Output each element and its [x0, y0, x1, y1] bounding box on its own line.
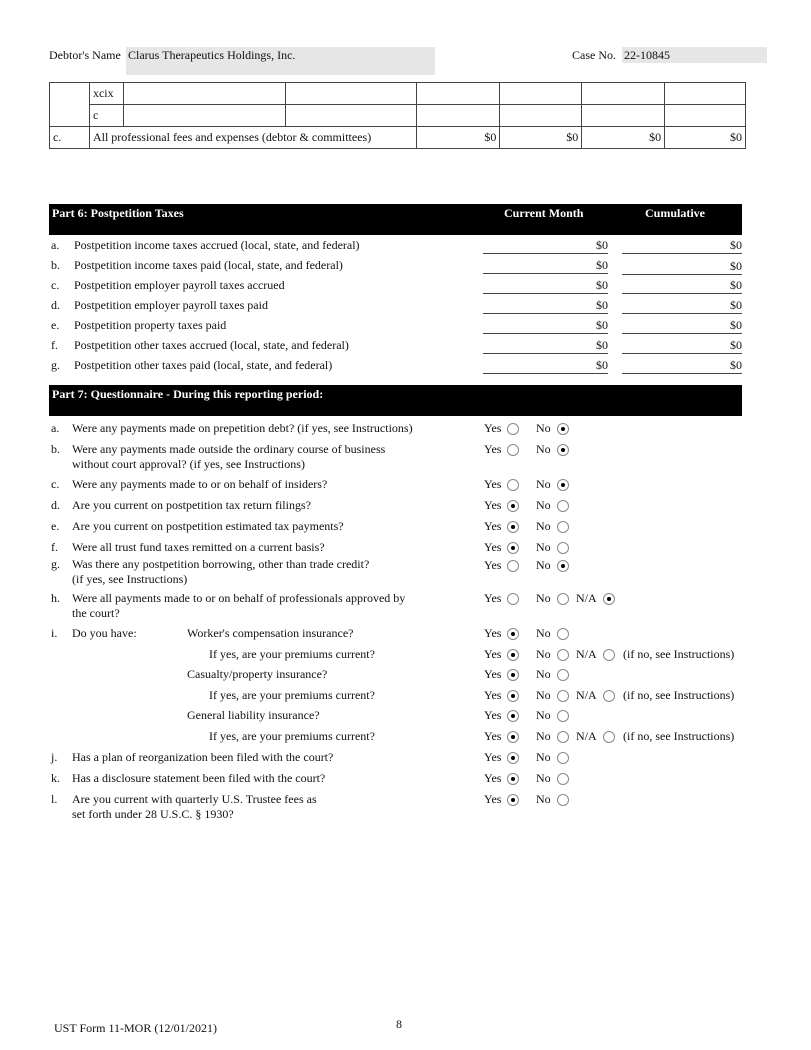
no-radio[interactable] — [557, 794, 569, 806]
premiums-current-label: If yes, are your premiums current? — [209, 647, 375, 661]
no-label: No — [536, 421, 551, 435]
no-option[interactable] — [536, 591, 569, 606]
row-letter: e. — [51, 318, 60, 332]
part7-title: Part 7: Questionnaire - During this reporting period: — [52, 387, 324, 401]
current-month-amount[interactable]: $0 — [483, 358, 608, 374]
yes-option[interactable] — [484, 688, 519, 703]
current-month-amount[interactable]: $0 — [483, 238, 608, 254]
cumulative-amount[interactable]: $0 — [622, 298, 742, 314]
table-cell — [50, 105, 90, 127]
table-cell[interactable] — [123, 105, 285, 127]
no-option[interactable] — [536, 442, 569, 457]
row-letter: c. — [50, 127, 90, 149]
table-row — [50, 127, 746, 149]
no-radio[interactable] — [557, 500, 569, 512]
question-letter: l. — [51, 792, 58, 806]
no-label: No — [536, 591, 551, 605]
no-radio[interactable] — [557, 560, 569, 572]
question-letter: j. — [51, 750, 58, 764]
row-letter: f. — [51, 338, 58, 352]
yes-label: Yes — [484, 540, 502, 554]
no-option[interactable] — [536, 540, 569, 555]
no-label: No — [536, 792, 551, 806]
yes-radio[interactable] — [507, 731, 519, 743]
cumulative-amount[interactable]: $0 — [622, 278, 742, 294]
no-label: No — [536, 667, 551, 681]
premiums-current-label: If yes, are your premiums current? — [209, 729, 375, 743]
fee-row-label: c — [89, 105, 123, 127]
professional-fees-table — [49, 82, 746, 149]
table-cell[interactable] — [500, 83, 582, 105]
table-cell[interactable] — [500, 105, 582, 127]
na-radio[interactable] — [603, 690, 615, 702]
yes-label: Yes — [484, 591, 502, 605]
question-letter: c. — [51, 477, 60, 491]
no-label: No — [536, 750, 551, 764]
question-text: Were any payments made to or on behalf of insiders? — [72, 477, 328, 491]
na-radio[interactable] — [603, 731, 615, 743]
no-option[interactable] — [536, 667, 569, 682]
tax-row-label: Postpetition employer payroll taxes paid — [74, 298, 268, 312]
do-you-have-label: Do you have: — [72, 626, 137, 640]
row-letter: g. — [51, 358, 60, 372]
fee-total-cell[interactable]: $0 — [665, 127, 746, 149]
yes-radio[interactable] — [507, 669, 519, 681]
question-letter: a. — [51, 421, 60, 435]
table-cell[interactable] — [417, 83, 500, 105]
no-radio[interactable] — [557, 731, 569, 743]
yes-radio[interactable] — [507, 710, 519, 722]
yes-option[interactable] — [484, 792, 519, 807]
question-letter: h. — [51, 591, 60, 605]
yes-option[interactable] — [484, 667, 519, 682]
question-letter: b. — [51, 442, 60, 456]
na-label: N/A — [576, 647, 597, 661]
question-text: Has a plan of reorganization been filed with the court? — [72, 750, 334, 764]
row-letter: d. — [51, 298, 60, 312]
tax-row-label: Postpetition employer payroll taxes accrued — [74, 278, 285, 292]
yes-label: Yes — [484, 626, 502, 640]
insurance-type-label: Worker's compensation insurance? — [187, 626, 354, 640]
no-radio[interactable] — [557, 628, 569, 640]
no-label: No — [536, 477, 551, 491]
yes-radio[interactable] — [507, 690, 519, 702]
fee-total-cell[interactable]: $0 — [582, 127, 665, 149]
tax-row-label: Postpetition income taxes paid (local, state, and federal) — [74, 258, 343, 272]
yes-label: Yes — [484, 771, 502, 785]
yes-radio[interactable] — [507, 444, 519, 456]
table-cell[interactable] — [123, 83, 285, 105]
if-no-note: (if no, see Instructions) — [623, 647, 735, 661]
no-option[interactable] — [536, 558, 569, 573]
fee-total-cell[interactable]: $0 — [417, 127, 500, 149]
row-letter: c. — [51, 278, 60, 292]
yes-label: Yes — [484, 519, 502, 533]
current-month-amount[interactable]: $0 — [483, 338, 608, 354]
no-label: No — [536, 626, 551, 640]
tax-row-label: Postpetition other taxes accrued (local, state, and federal) — [74, 338, 349, 352]
no-option[interactable] — [536, 708, 569, 723]
question-text-line2: (if yes, see Instructions) — [72, 572, 188, 586]
question-letter: k. — [51, 771, 60, 785]
table-row — [50, 83, 746, 105]
question-text: Are you current with quarterly U.S. Trustee fees as — [72, 792, 317, 806]
form-id: UST Form 11-MOR (12/01/2021) — [54, 1021, 218, 1035]
no-radio[interactable] — [557, 773, 569, 785]
insurance-type-label: Casualty/property insurance? — [187, 667, 328, 681]
no-radio[interactable] — [557, 669, 569, 681]
no-label: No — [536, 647, 551, 661]
no-option[interactable] — [536, 477, 569, 492]
yes-label: Yes — [484, 750, 502, 764]
question-text: Are you current on postpetition estimated tax payments? — [72, 519, 344, 533]
no-radio[interactable] — [557, 690, 569, 702]
question-letter: f. — [51, 540, 58, 554]
table-cell — [50, 83, 90, 105]
yes-label: Yes — [484, 688, 502, 702]
table-cell[interactable] — [665, 105, 746, 127]
yes-radio[interactable] — [507, 593, 519, 605]
yes-radio[interactable] — [507, 773, 519, 785]
na-radio[interactable] — [603, 593, 615, 605]
question-text-line2: the court? — [72, 606, 120, 620]
table-row — [50, 105, 746, 127]
yes-radio[interactable] — [507, 500, 519, 512]
question-text: Are you current on postpetition tax return filings? — [72, 498, 311, 512]
table-cell[interactable] — [665, 83, 746, 105]
no-label: No — [536, 519, 551, 533]
part6-title: Part 6: Postpetition Taxes — [52, 206, 184, 220]
yes-radio[interactable] — [507, 542, 519, 554]
yes-label: Yes — [484, 421, 502, 435]
yes-radio[interactable] — [507, 521, 519, 533]
yes-radio[interactable] — [507, 649, 519, 661]
yes-option[interactable] — [484, 477, 519, 492]
table-cell[interactable] — [285, 83, 417, 105]
no-label: No — [536, 540, 551, 554]
no-option[interactable] — [536, 750, 569, 765]
cumulative-amount[interactable]: $0 — [622, 358, 742, 374]
yes-label: Yes — [484, 647, 502, 661]
table-cell[interactable] — [417, 105, 500, 127]
page-number: 8 — [396, 1017, 402, 1031]
yes-option[interactable] — [484, 519, 519, 534]
no-label: No — [536, 442, 551, 456]
current-month-amount[interactable]: $0 — [483, 258, 608, 274]
question-text-line2: without court approval? (if yes, see Instructions) — [72, 457, 305, 471]
cumulative-header: Cumulative — [645, 206, 705, 220]
cumulative-amount[interactable]: $0 — [622, 318, 742, 334]
part6-header-bar — [49, 204, 742, 235]
no-radio[interactable] — [557, 521, 569, 533]
no-radio[interactable] — [557, 479, 569, 491]
tax-row-label: Postpetition income taxes accrued (local, state, and federal) — [74, 238, 360, 252]
yes-label: Yes — [484, 477, 502, 491]
no-label: No — [536, 771, 551, 785]
row-letter: a. — [51, 238, 60, 252]
no-option[interactable] — [536, 519, 569, 534]
yes-option[interactable] — [484, 591, 519, 606]
no-option[interactable] — [536, 792, 569, 807]
question-text: Were any payments made on prepetition debt? (if yes, see Instructions) — [72, 421, 413, 435]
if-no-note: (if no, see Instructions) — [623, 688, 735, 702]
no-label: No — [536, 729, 551, 743]
no-option[interactable] — [536, 647, 569, 662]
cumulative-amount[interactable]: $0 — [622, 238, 742, 254]
yes-option[interactable] — [484, 647, 519, 662]
yes-label: Yes — [484, 729, 502, 743]
fee-row-label: xcix — [89, 83, 123, 105]
na-label: N/A — [576, 591, 597, 605]
na-label: N/A — [576, 729, 597, 743]
no-option[interactable] — [536, 626, 569, 641]
no-radio[interactable] — [557, 542, 569, 554]
yes-option[interactable] — [484, 708, 519, 723]
table-cell[interactable] — [285, 105, 417, 127]
table-cell[interactable] — [582, 83, 665, 105]
no-option[interactable] — [536, 498, 569, 513]
yes-radio[interactable] — [507, 560, 519, 572]
yes-option[interactable] — [484, 442, 519, 457]
question-text: Was there any postpetition borrowing, other than trade credit? — [72, 557, 370, 571]
no-option[interactable] — [536, 688, 569, 703]
yes-option[interactable] — [484, 558, 519, 573]
yes-option[interactable] — [484, 771, 519, 786]
no-radio[interactable] — [557, 710, 569, 722]
yes-label: Yes — [484, 708, 502, 722]
yes-option[interactable] — [484, 498, 519, 513]
current-month-amount[interactable]: $0 — [483, 318, 608, 334]
current-month-header: Current Month — [504, 206, 584, 220]
tax-row-label: Postpetition property taxes paid — [74, 318, 227, 332]
yes-radio[interactable] — [507, 423, 519, 435]
question-letter: e. — [51, 519, 60, 533]
no-option[interactable] — [536, 421, 569, 436]
yes-label: Yes — [484, 498, 502, 512]
question-text: Were any payments made outside the ordinary course of business — [72, 442, 386, 456]
part7-header-bar — [49, 385, 742, 416]
yes-option[interactable] — [484, 729, 519, 744]
if-no-note: (if no, see Instructions) — [623, 729, 735, 743]
no-radio[interactable] — [557, 649, 569, 661]
no-label: No — [536, 498, 551, 512]
yes-label: Yes — [484, 442, 502, 456]
yes-radio[interactable] — [507, 628, 519, 640]
current-month-amount[interactable]: $0 — [483, 298, 608, 314]
na-option[interactable] — [576, 729, 615, 744]
case-no-field[interactable]: 22-10845 — [622, 47, 767, 63]
yes-option[interactable] — [484, 540, 519, 555]
row-letter: b. — [51, 258, 60, 272]
tax-row-label: Postpetition other taxes paid (local, state, and federal) — [74, 358, 333, 372]
yes-option[interactable] — [484, 626, 519, 641]
question-text-line2: set forth under 28 U.S.C. § 1930? — [72, 807, 234, 821]
no-radio[interactable] — [557, 423, 569, 435]
question-letter: i. — [51, 626, 58, 640]
debtor-name-label: Debtor's Name — [49, 48, 121, 62]
yes-radio[interactable] — [507, 752, 519, 764]
question-text: Were all trust fund taxes remitted on a current basis? — [72, 540, 325, 554]
table-cell[interactable] — [582, 105, 665, 127]
cumulative-amount[interactable]: $0 — [622, 338, 742, 354]
no-label: No — [536, 708, 551, 722]
na-option[interactable] — [576, 591, 615, 606]
no-option[interactable] — [536, 771, 569, 786]
fee-total-cell[interactable]: $0 — [500, 127, 582, 149]
yes-option[interactable] — [484, 750, 519, 765]
na-option[interactable] — [576, 647, 615, 662]
no-label: No — [536, 558, 551, 572]
debtor-name-field[interactable]: Clarus Therapeutics Holdings, Inc. — [126, 47, 435, 75]
question-letter: d. — [51, 498, 60, 512]
yes-label: Yes — [484, 667, 502, 681]
question-text: Has a disclosure statement been filed with the court? — [72, 771, 326, 785]
na-option[interactable] — [576, 688, 615, 703]
na-radio[interactable] — [603, 649, 615, 661]
case-no-label: Case No. — [572, 48, 616, 62]
yes-radio[interactable] — [507, 479, 519, 491]
insurance-type-label: General liability insurance? — [187, 708, 320, 722]
yes-radio[interactable] — [507, 794, 519, 806]
yes-label: Yes — [484, 558, 502, 572]
yes-label: Yes — [484, 792, 502, 806]
na-label: N/A — [576, 688, 597, 702]
premiums-current-label: If yes, are your premiums current? — [209, 688, 375, 702]
question-letter: g. — [51, 557, 60, 571]
question-text: Were all payments made to or on behalf of professionals approved by — [72, 591, 406, 605]
cumulative-amount[interactable]: $0 — [622, 259, 742, 275]
fee-total-label: All professional fees and expenses (debtor & committees) — [89, 127, 417, 149]
no-radio[interactable] — [557, 593, 569, 605]
no-option[interactable] — [536, 729, 569, 744]
yes-option[interactable] — [484, 421, 519, 436]
no-label: No — [536, 688, 551, 702]
current-month-amount[interactable]: $0 — [483, 278, 608, 294]
no-radio[interactable] — [557, 444, 569, 456]
no-radio[interactable] — [557, 752, 569, 764]
